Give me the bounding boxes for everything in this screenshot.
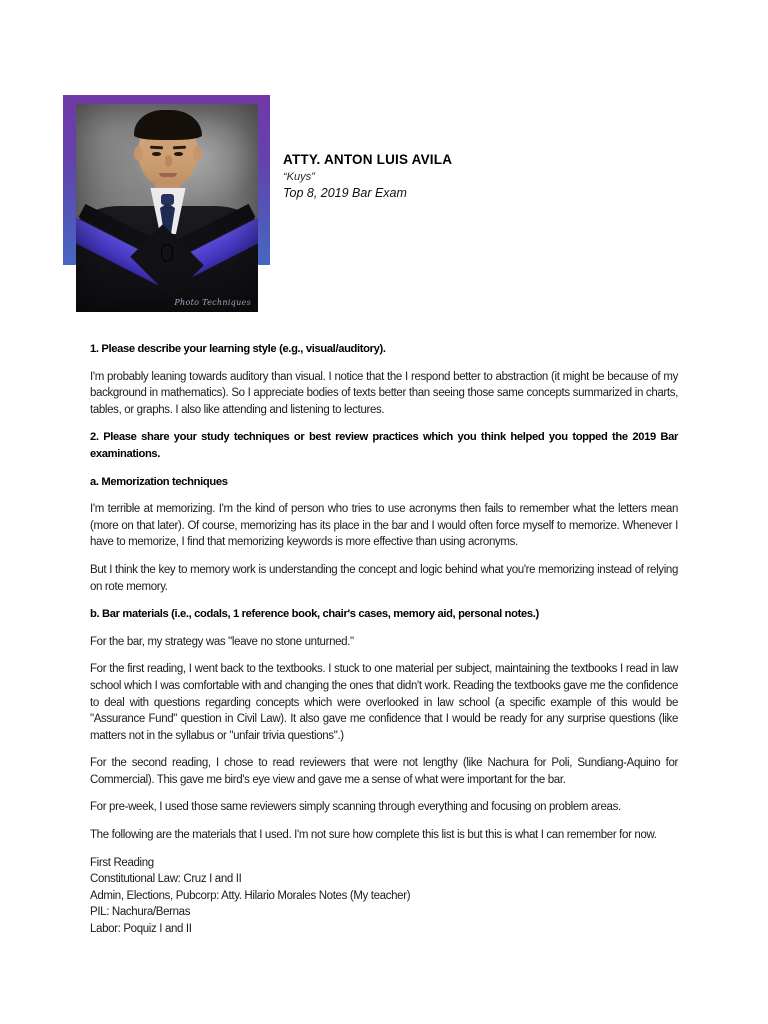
profile-nickname: “Kuys” <box>283 171 315 183</box>
graduate-head <box>133 110 203 190</box>
graduate-eyebrow-left <box>150 146 163 150</box>
graduate-ear-right <box>193 146 202 161</box>
graduate-eye-right <box>174 152 183 156</box>
answer-1-paragraph: I'm probably leaning towards auditory than visual. I notice that the I respond better to abstraction (it might be because of my background in mathematics). So I appreciate bodies of texts better than seeing those same concepts summarized in charts, tables, or graphs. I also like attending and listening to lectures. <box>90 370 678 416</box>
subheading-memorization: a. Memorization techniques <box>90 475 228 488</box>
reading-list-item: Labor: Poquiz I and II <box>90 923 192 936</box>
memorization-paragraph-2: But I think the key to memory work is understanding the concept and logic behind what you're memorizing instead of relying on rote memory. <box>90 563 678 593</box>
reading-list-item: Admin, Elections, Pubcorp: Atty. Hilario Morales Notes (My teacher) <box>90 889 411 902</box>
bar-materials-paragraph-2: For the first reading, I went back to the textbooks. I stuck to one material per subject, maintaining the textbooks I read in law school which I was comfortable with and changing the ones that didn't work. Reading the textbooks gave me the confidence to deal with questions regarding concepts which were overlooked in law school (a specific example of this would be "Assurance Fund" question in Civil Law). It also gave me confidence that I would be ready for any surprise questions (like matters not in the syllabus or "unfair trivia questions".) <box>90 663 678 742</box>
reading-list-item: PIL: Nachura/Bernas <box>90 906 191 919</box>
bar-materials-paragraph-3: For the second reading, I chose to read reviewers that were not lengthy (like Nachura for Poli, Sundiang-Aquino for Commercial). This gave me bird's eye view and gave me a sense of what were important for the bar. <box>90 757 678 786</box>
graduate-eye-left <box>152 152 161 156</box>
reading-list-title: First Reading <box>90 856 154 869</box>
question-2-heading: 2. Please share your study techniques or best review practices which you think helped you topped the 2019 Bar examinations. <box>90 431 678 460</box>
question-1-heading: 1. Please describe your learning style (e.g., visual/auditory). <box>90 343 386 355</box>
subheading-bar-materials: b. Bar materials (i.e., codals, 1 reference book, chair's cases, memory aid, personal notes.) <box>90 608 539 621</box>
profile-bar-rank: Top 8, 2019 Bar Exam <box>283 186 407 200</box>
graduate-nose <box>165 155 172 167</box>
bar-materials-paragraph-1: For the bar, my strategy was "leave no stone unturned." <box>90 635 354 648</box>
graduation-photo <box>76 104 258 312</box>
bar-materials-paragraph-5: The following are the materials that I used. I'm not sure how complete this list is but this is what I can remember for now. <box>90 829 657 842</box>
document-body <box>90 341 678 938</box>
bar-materials-paragraph-4: For pre-week, I used those same reviewers simply scanning through everything and focusing on problem areas. <box>90 801 621 814</box>
graduate-ear-left <box>134 146 143 161</box>
reading-list-item: Constitutional Law: Cruz I and II <box>90 873 242 886</box>
gown-cord <box>161 244 173 262</box>
graduate-mouth <box>159 173 177 177</box>
profile-block <box>283 152 452 200</box>
photo-watermark: Photo Techniques <box>174 298 251 307</box>
reading-list <box>90 855 678 938</box>
memorization-paragraph-1: I'm terrible at memorizing. I'm the kind of person who tries to use acronyms then fails to remember what the letters mean (more on that later). Of course, memorizing has its place in the bar and I would often force myself to memorize. Whenever I have to memorize, I find that memorizing keywords is more effective than using acronyms. <box>90 503 678 549</box>
profile-name: ATTY. ANTON LUIS AVILA <box>283 152 453 167</box>
graduate-hair <box>134 110 202 140</box>
